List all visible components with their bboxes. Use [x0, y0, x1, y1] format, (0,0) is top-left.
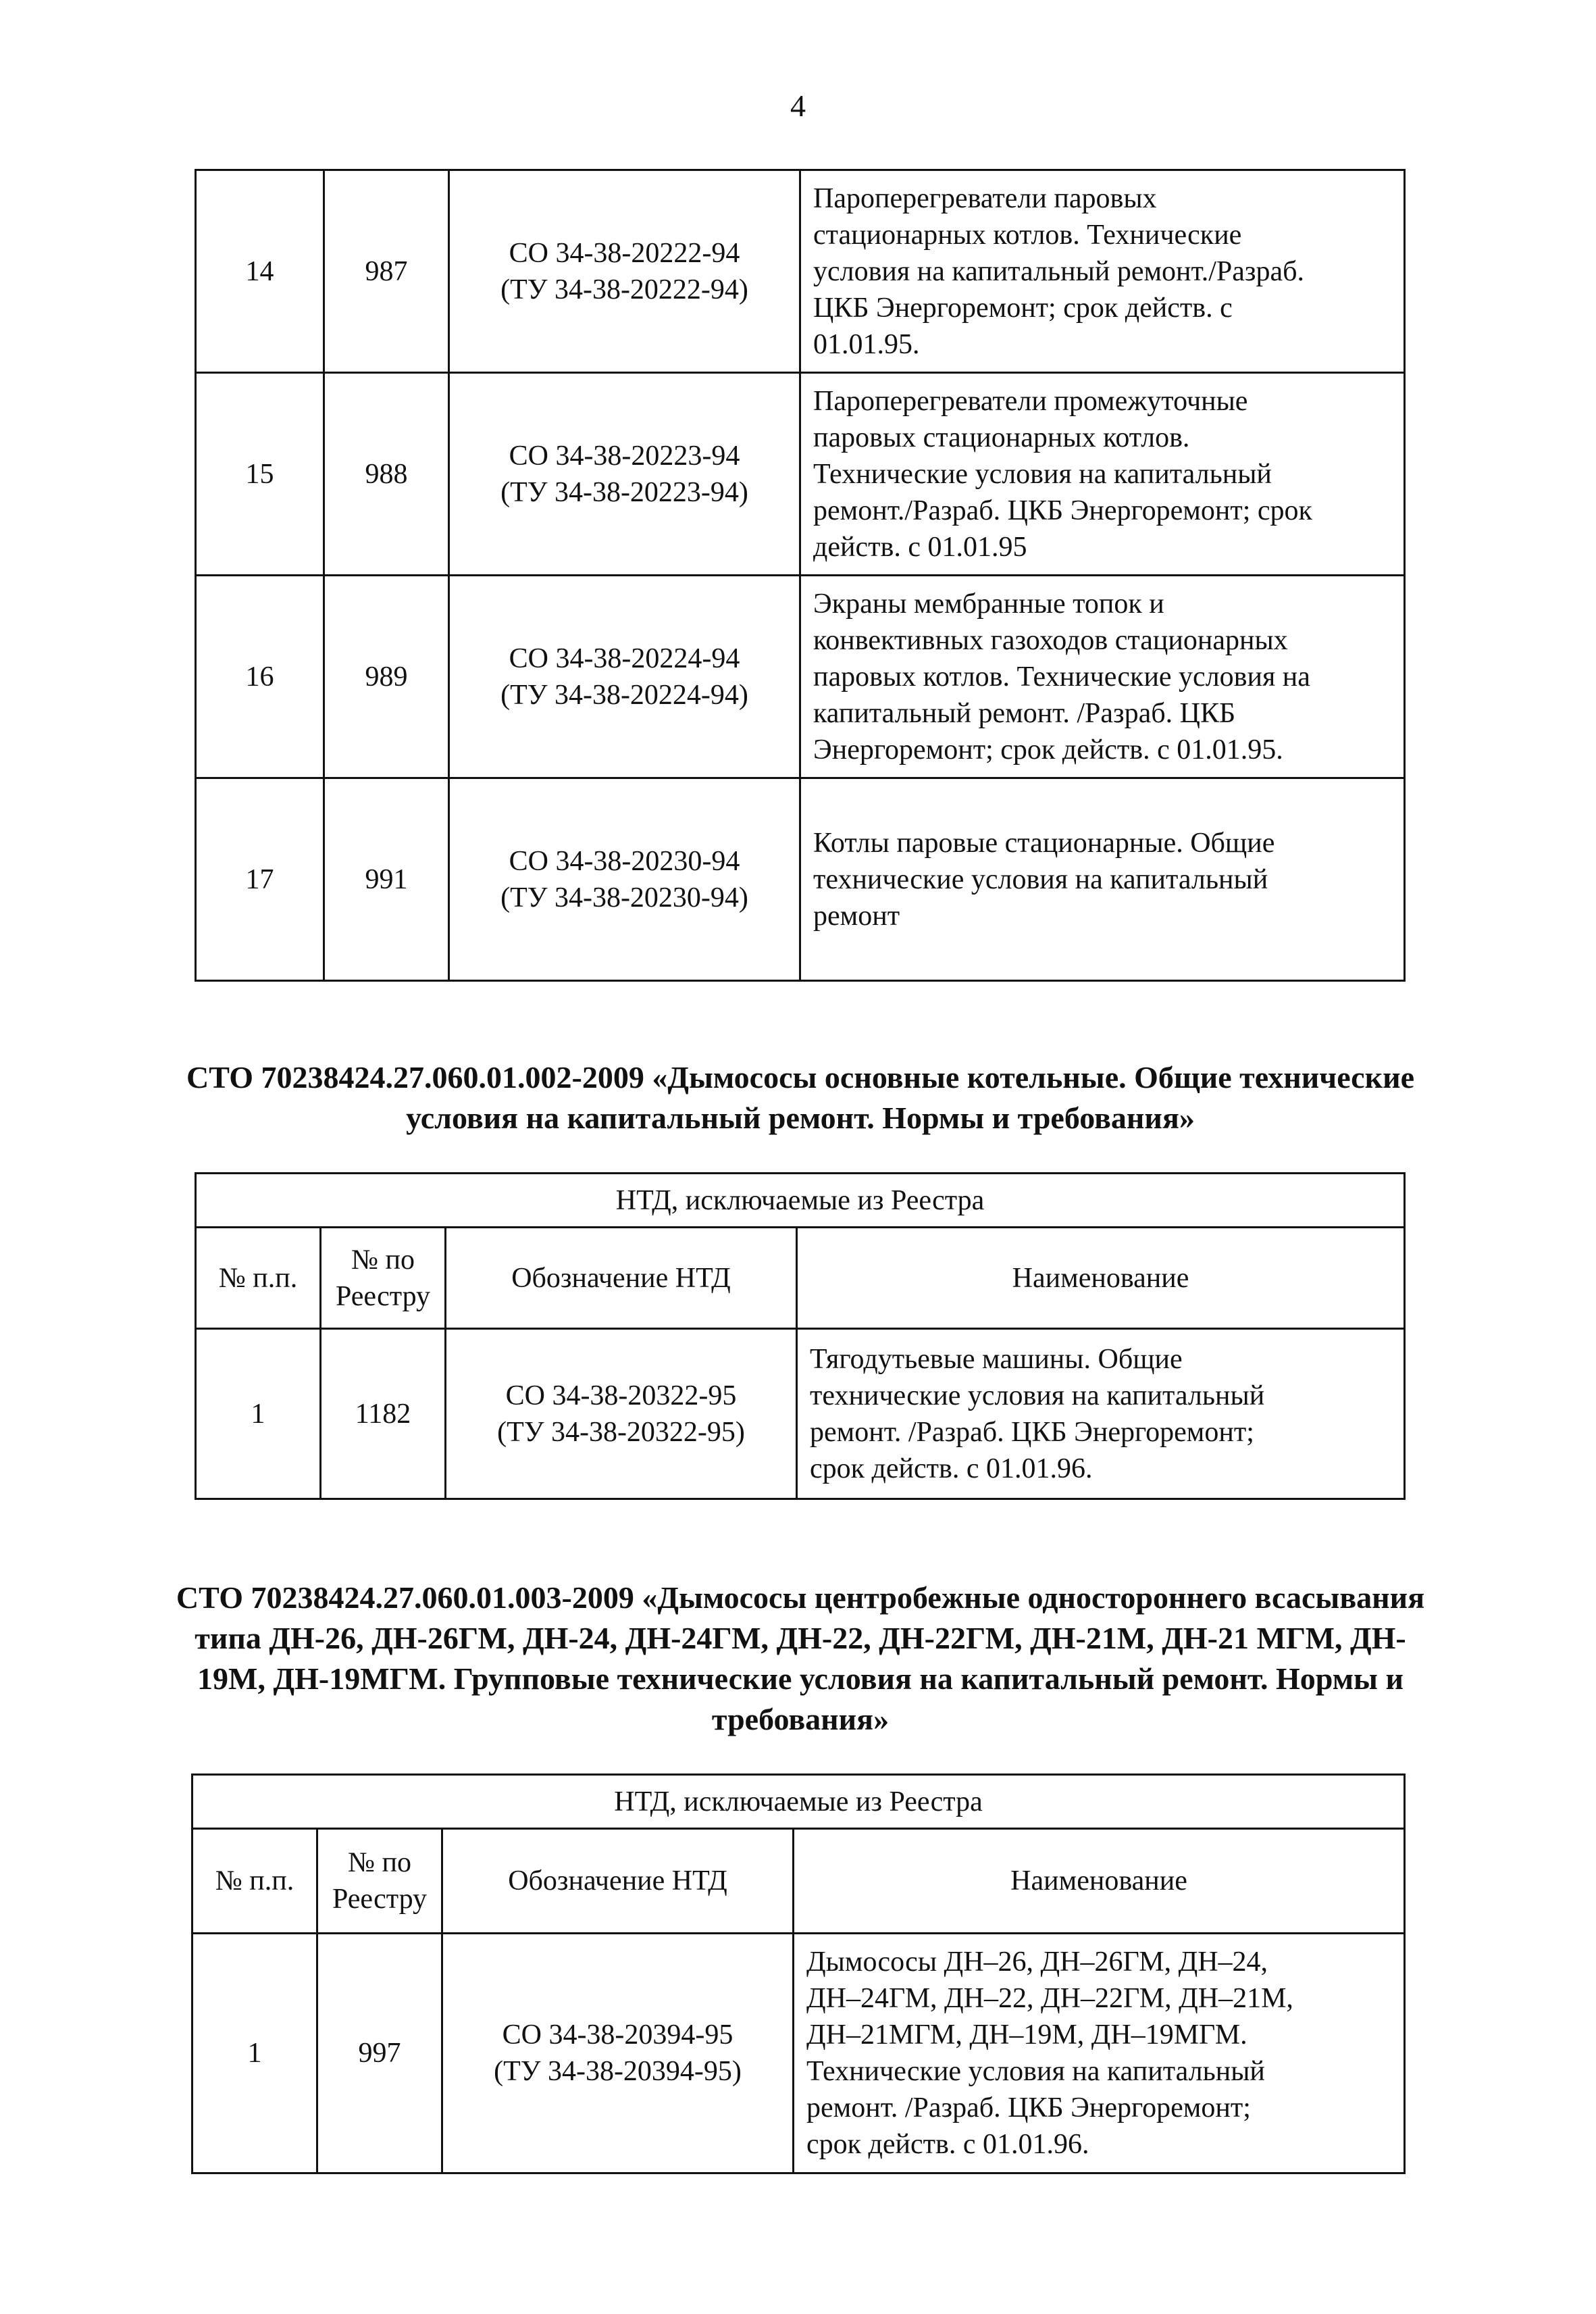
ntd-name: Экраны мембранные топок и конвективных газоходов стационарных паровых котлов. Технические условия на капитальный ремонт. /Разраб. ЦКБ Энергоремонт; срок действ. с 01.01.95. — [800, 576, 1405, 778]
table-excluded-ntd — [191, 1774, 1406, 2174]
registry-number: 1182 — [321, 1329, 446, 1499]
ntd-name: Тягодутьевые машины. Общие технические условия на капитальный ремонт. /Разраб. ЦКБ Энергоремонт; срок действ. с 01.01.96. — [797, 1329, 1405, 1499]
table-row — [196, 1329, 1405, 1499]
ntd-name: Пароперегреватели промежуточные паровых стационарных котлов. Технические условия на капитальный ремонт./Разраб. ЦКБ Энергоремонт; срок действ. с 01.01.95 — [800, 373, 1405, 576]
table-header-row — [192, 1829, 1405, 1934]
table-row — [192, 1934, 1405, 2173]
table-header-row — [196, 1228, 1405, 1329]
table-row — [196, 170, 1405, 373]
ntd-code: СО 34-38-20223-94 (ТУ 34-38-20223-94) — [449, 373, 800, 576]
ntd-code: СО 34-38-20222-94 (ТУ 34-38-20222-94) — [449, 170, 800, 373]
ntd-name: Пароперегреватели паровых стационарных котлов. Технические условия на капитальный ремонт./Разраб. ЦКБ Энергоремонт; срок действ. с 01.01.95. — [800, 170, 1405, 373]
row-number: 16 — [196, 576, 324, 778]
row-number: 1 — [196, 1329, 321, 1499]
ntd-code: СО 34-38-20224-94 (ТУ 34-38-20224-94) — [449, 576, 800, 778]
table-row — [196, 576, 1405, 778]
column-header: № п.п. — [196, 1228, 321, 1329]
column-header: Обозначение НТД — [442, 1829, 794, 1934]
table-caption: НТД, исключаемые из Реестра — [192, 1775, 1405, 1829]
row-number: 14 — [196, 170, 324, 373]
table-caption: НТД, исключаемые из Реестра — [196, 1174, 1405, 1228]
ntd-name: Котлы паровые стационарные. Общие технические условия на капитальный ремонт — [800, 778, 1405, 981]
table-row — [196, 778, 1405, 981]
registry-number: 987 — [324, 170, 449, 373]
table-excluded-ntd — [195, 1172, 1406, 1500]
registry-number: 991 — [324, 778, 449, 981]
registry-number: 997 — [317, 1934, 442, 2173]
ntd-name: Дымососы ДН–26, ДН–26ГМ, ДН–24, ДН–24ГМ, ДН–22, ДН–22ГМ, ДН–21М, ДН–21МГМ, ДН–19М, ДН–19МГМ. Технические условия на капитальный ремонт. /Разраб. ЦКБ Энергоремонт; срок действ. с 01.01.96. — [794, 1934, 1405, 2173]
registry-number: 989 — [324, 576, 449, 778]
table-row — [196, 373, 1405, 576]
row-number: 1 — [192, 1934, 317, 2173]
row-number: 15 — [196, 373, 324, 576]
table-continuation — [195, 169, 1406, 982]
page-number: 4 — [790, 89, 806, 123]
ntd-code: СО 34-38-20230-94 (ТУ 34-38-20230-94) — [449, 778, 800, 981]
column-header: № п.п. — [192, 1829, 317, 1934]
section-heading: СТО 70238424.27.060.01.003-2009 «Дымососы центробежные одностороннего всасывания типа ДН-26, ДН-26ГМ, ДН-24, ДН-24ГМ, ДН-22, ДН-22ГМ, ДН-21М, ДН-21 МГМ, ДН- 19М, ДН-19МГМ. Групповые технические условия на капитальный ремонт. Нормы и требования» — [176, 1580, 1425, 1736]
section-heading: СТО 70238424.27.060.01.002-2009 «Дымососы основные котельные. Общие технические условия на капитальный ремонт. Нормы и требования» — [186, 1060, 1415, 1135]
ntd-code: СО 34-38-20394-95 (ТУ 34-38-20394-95) — [442, 1934, 794, 2173]
column-header: Наименование — [797, 1228, 1405, 1329]
column-header: № по Реестру — [321, 1228, 446, 1329]
column-header: № по Реестру — [317, 1829, 442, 1934]
registry-number: 988 — [324, 373, 449, 576]
ntd-code: СО 34-38-20322-95 (ТУ 34-38-20322-95) — [446, 1329, 797, 1499]
column-header: Обозначение НТД — [446, 1228, 797, 1329]
column-header: Наименование — [794, 1829, 1405, 1934]
row-number: 17 — [196, 778, 324, 981]
